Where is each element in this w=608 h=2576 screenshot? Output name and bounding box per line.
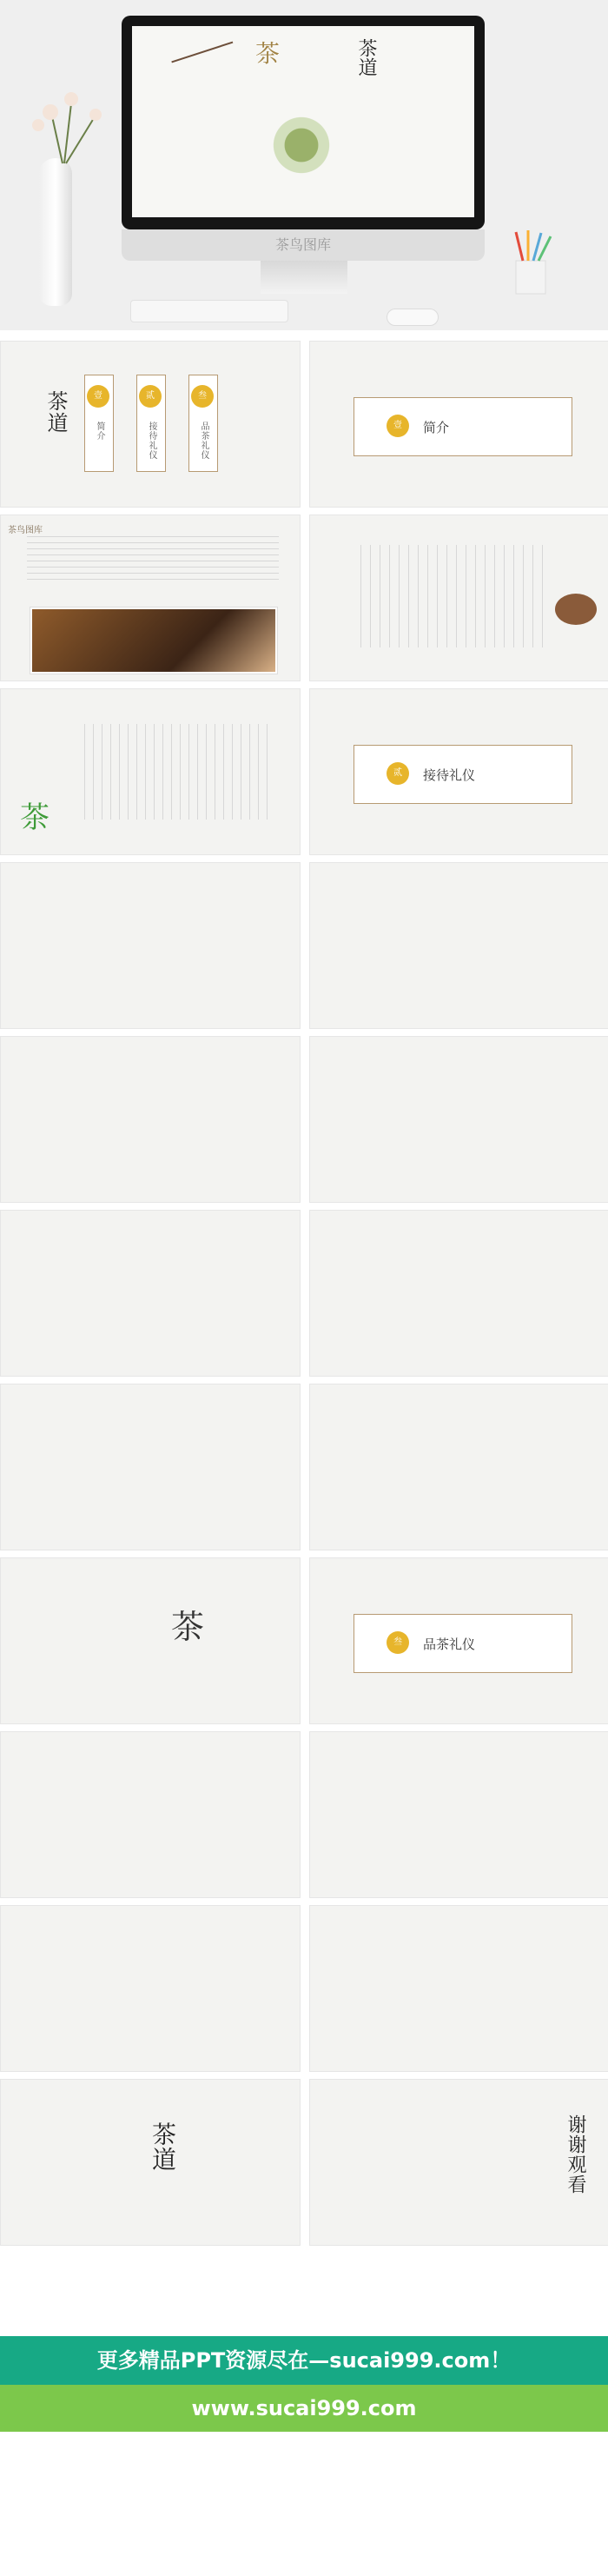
monitor-stand [261, 261, 347, 294]
toc-label-1: 简介 [95, 422, 104, 441]
text-block [27, 536, 279, 581]
tea-photo [30, 607, 277, 674]
mouse [387, 309, 439, 326]
section-title: 接待礼仪 [423, 767, 476, 783]
keyboard [130, 300, 288, 322]
section-badge: 壹 [387, 415, 409, 437]
section-badge-3: 叁 [191, 385, 214, 408]
slide-15 [0, 1557, 301, 1724]
slide-2 [309, 341, 608, 508]
tea-brand-mark: 茶 [255, 39, 281, 68]
slide-6 [309, 688, 608, 855]
thanks-title: 谢谢观看 [565, 2115, 586, 2194]
section-badge: 叁 [387, 1631, 409, 1654]
slide-16 [309, 1557, 608, 1724]
toc-label-3: 品茶礼仪 [199, 422, 208, 460]
branch-decoration [171, 42, 243, 96]
vase [39, 158, 72, 306]
slide-8 [309, 862, 608, 1029]
slide-7 [0, 862, 301, 1029]
slide-22 [309, 2079, 608, 2246]
vertical-text-block [84, 724, 275, 820]
promo-banner-top: 更多精品PPT资源尽在—sucai999.com！ [0, 2336, 608, 2385]
slide-title: 茶道 [149, 2121, 177, 2172]
tea-illustration [262, 106, 340, 184]
slide-3 [0, 515, 301, 681]
monitor-screen [132, 26, 474, 217]
section-badge-2: 贰 [139, 385, 162, 408]
slide-12 [309, 1210, 608, 1377]
section-badge-1: 壹 [87, 385, 109, 408]
slide-18 [309, 1731, 608, 1898]
pen-cup [507, 228, 556, 299]
teapot-image [555, 594, 597, 625]
tea-calligraphy: 茶 [171, 1608, 205, 1646]
monitor-brand: 茶鸟图库 [122, 229, 485, 261]
slide-21 [0, 2079, 301, 2246]
slide-5 [0, 688, 301, 855]
slide-9 [0, 1036, 301, 1203]
slide-10 [309, 1036, 608, 1203]
slide-17 [0, 1731, 301, 1898]
section-title: 品茶礼仪 [423, 1637, 476, 1652]
slide-19 [0, 1905, 301, 2072]
slide-4 [309, 515, 608, 681]
section-title: 简介 [423, 420, 450, 435]
promo-banner-bottom: www.sucai999.com [0, 2385, 608, 2432]
slide-13 [0, 1384, 301, 1550]
slide-1 [0, 341, 301, 508]
slide-logo: 茶鸟图库 [8, 526, 43, 535]
slide-20 [309, 1905, 608, 2072]
flower-illustration [17, 82, 113, 169]
section-badge: 贰 [387, 762, 409, 785]
vertical-text-block [360, 545, 552, 647]
toc-label-2: 接待礼仪 [147, 422, 156, 460]
tea-calligraphy: 茶 [20, 800, 50, 835]
hero-title: 茶道 [355, 38, 377, 76]
slide-11 [0, 1210, 301, 1377]
slide-title: 茶道 [43, 390, 68, 434]
slide-14 [309, 1384, 608, 1550]
